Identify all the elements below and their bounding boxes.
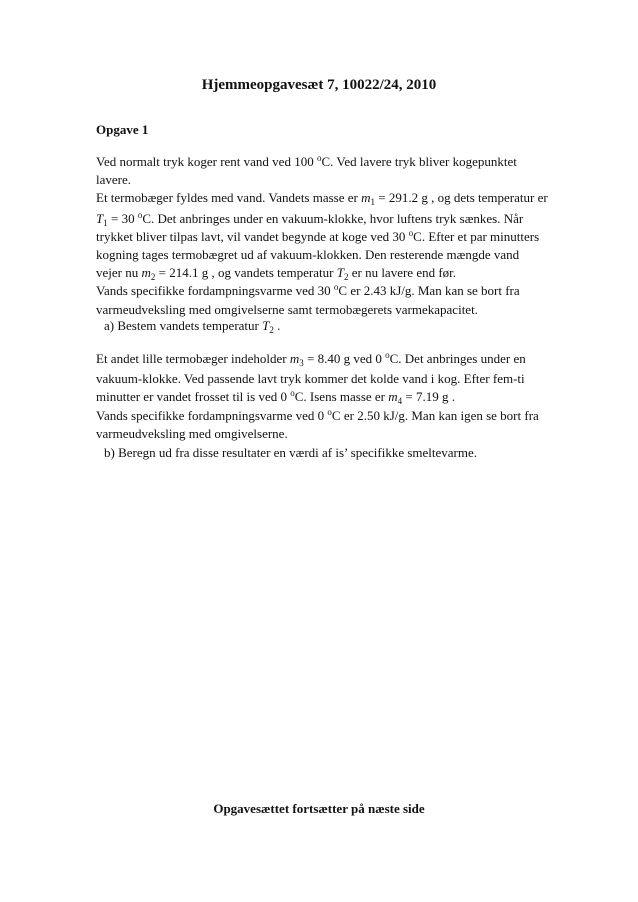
second-paragraph: [96, 350, 556, 443]
intro-line: kogning tages termobægret ud af vakuum-klokken. Den resterende mængde vand: [96, 247, 520, 263]
intro-line: varmeudveksling med omgivelserne samt termobægerets varmekapacitet.: [96, 301, 478, 317]
second-line: varmeudveksling med omgivelserne.: [96, 425, 288, 441]
intro-line: $T_1 = 30$ $^o$C. Det anbringes under en vakuum-klokke, hvor luftens tryk sænkes. Når: [96, 209, 524, 228]
exercise-heading: Opgave 1: [96, 122, 149, 137]
second-line: minutter er vandet frosset til is ved 0 $^o$C. Isens masse er $m_4 = 7.19$ g .: [96, 388, 455, 407]
symbol-T2: T: [336, 265, 344, 281]
intro-line: vejer nu $m_2 = 214.1$ g , og vandets temperatur $T_2$ er nu lavere end før.: [96, 265, 457, 283]
second-line: vakuum-klokke. Ved passende lavt tryk kommer det kolde vand i kog. Efter fem-ti: [96, 371, 525, 387]
intro-paragraph: [96, 153, 556, 319]
second-line: Vands specifikke fordampningsvarme ved 0 $^o$C er 2.50 kJ/g. Man kan igen se bort fra: [96, 406, 539, 423]
intro-line: Vands specifikke fordampningsvarme ved 30 $^o$C er 2.43 kJ/g. Man kan se bort fra: [96, 282, 520, 299]
continuation-note: Opgavesættet fortsætter på næste side: [213, 801, 425, 816]
symbol-m3: m: [289, 351, 300, 366]
second-line: Et andet lille termobæger indeholder $m_3 = 8.40$ g ved 0 $^o$C. Det anbringes under en: [96, 350, 526, 368]
symbol-T1: T: [96, 210, 104, 226]
intro-line: Ved normalt tryk koger rent vand ved 100 $^o$C. Ved lavere tryk bliver kogepunktet: [96, 153, 517, 169]
document-title: Hjemmeopgavesæt 7, 10022/24, 2010: [201, 77, 437, 93]
intro-line: lavere.: [96, 172, 132, 188]
question-a: a) Bestem vandets temperatur $T_2$ .: [104, 318, 281, 335]
symbol-m4: m: [388, 389, 398, 405]
intro-line: Et termobæger fyldes med vand. Vandets masse er $m_1 = 291.2$ g , og dets temperatur er: [96, 190, 548, 208]
symbol-m2: m: [141, 265, 151, 281]
intro-line: trykket bliver tilpas lavt, vil vandet begynde at koge ved 30 $^o$C. Efter et par minutters: [96, 227, 540, 244]
question-b: b) Beregn ud fra disse resultater en værdi af is’ specifikke smeltevarme.: [104, 445, 478, 460]
symbol-m1: m: [361, 190, 371, 206]
